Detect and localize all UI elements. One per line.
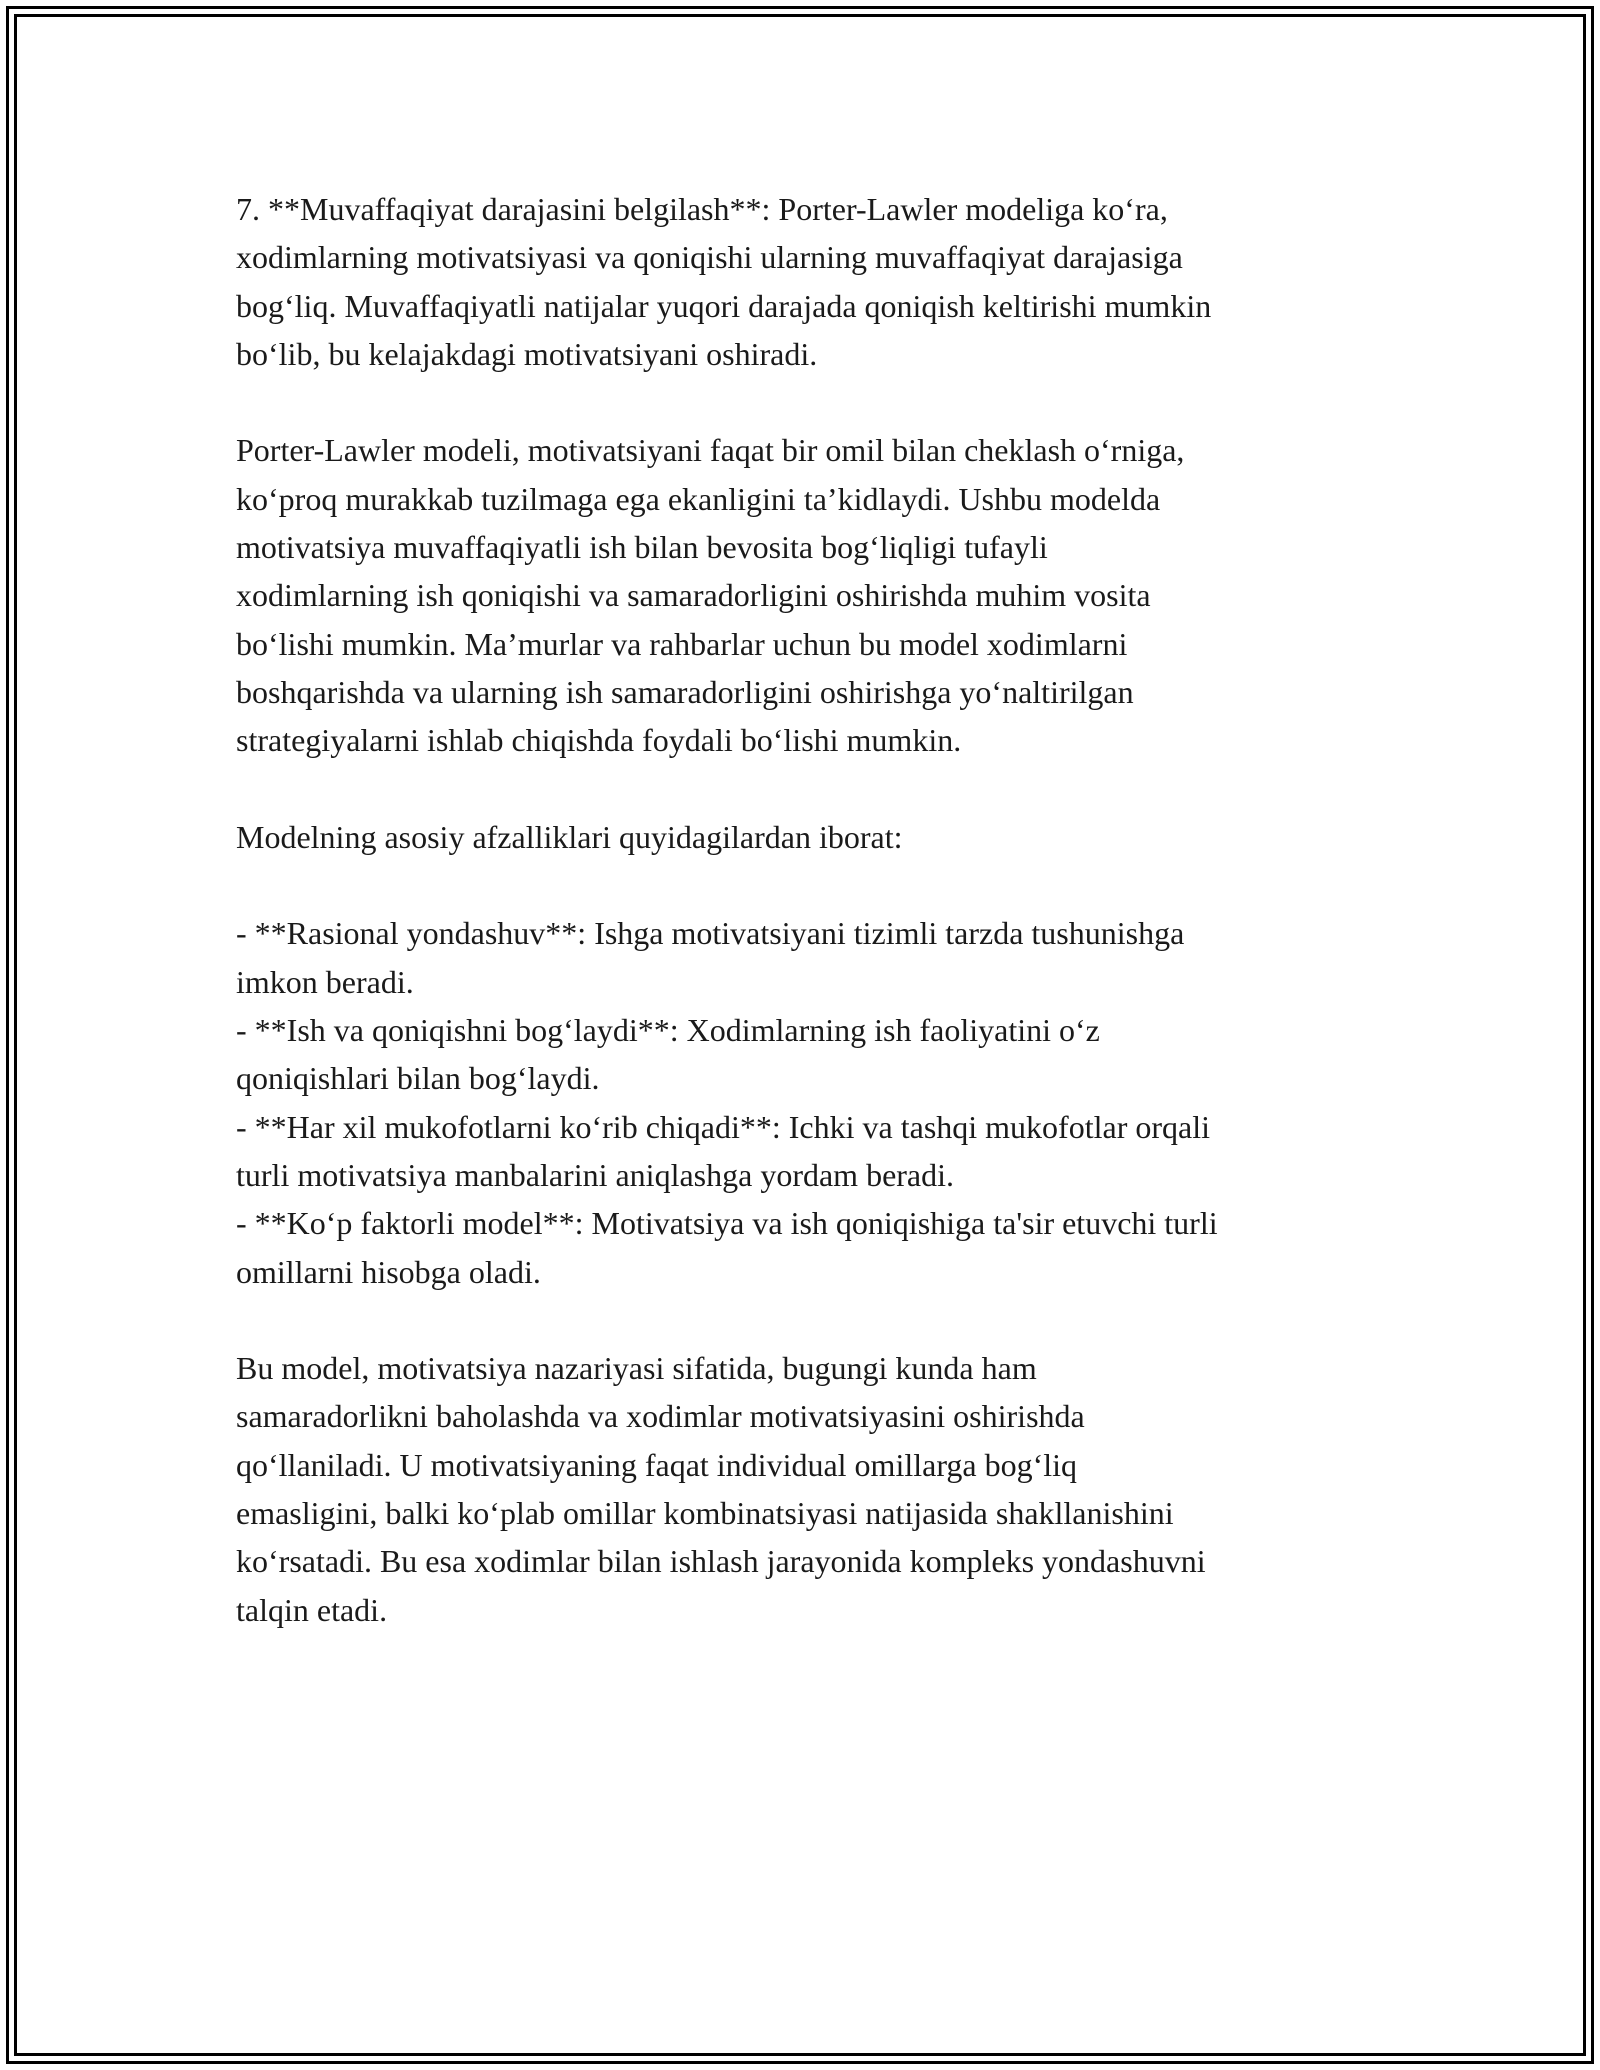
list-item-continuation: omillarni hisobga oladi.	[236, 1253, 541, 1290]
paragraph-gap	[236, 861, 1376, 909]
text-line: Porter-Lawler modeli, motivatsiyani faqat bir omil bilan cheklash oʻrniga,	[236, 432, 1185, 469]
text-line: Bu model, motivatsiya nazariyasi sifatida, bugungi kunda ham	[236, 1350, 1037, 1387]
paragraph-gap	[236, 765, 1376, 813]
text-line: qoʻllaniladi. U motivatsiyaning faqat individual omillarga bogʻliq	[236, 1446, 1078, 1483]
list-item: - **Rasional yondashuv**: Ishga motivatsiyani tizimli tarzda tushunishga	[236, 915, 1185, 952]
paragraph-conclusion	[236, 1344, 1376, 1634]
list-item: - **Koʻp faktorli model**: Motivatsiya va ish qoniqishiga ta'sir etuvchi turli	[236, 1205, 1218, 1242]
text-line: koʻproq murakkab tuzilmaga ega ekanligini ta’kidlaydi. Ushbu modelda	[236, 480, 1161, 517]
text-line: xodimlarning motivatsiyasi va qoniqishi ularning muvaffaqiyat darajasiga	[236, 239, 1183, 276]
text-line: boshqarishda va ularning ish samaradorligini oshirishga yoʻnaltirilgan	[236, 673, 1134, 710]
list-item: - **Har xil mukofotlarni koʻrib chiqadi**: Ichki va tashqi mukofotlar orqali	[236, 1108, 1210, 1145]
list-item-continuation: qoniqishlari bilan bogʻlaydi.	[236, 1060, 600, 1097]
text-line: 7. **Muvaffaqiyat darajasini belgilash**: Porter-Lawler modeliga koʻra,	[236, 191, 1168, 227]
text-line: boʻlishi mumkin. Ma’murlar va rahbarlar uchun bu model xodimlarni	[236, 625, 1128, 662]
text-line: samaradorlikni baholashda va xodimlar motivatsiyasini oshirishda	[236, 1398, 1085, 1435]
list-item: - **Ish va qoniqishni bogʻlaydi**: Xodimlarning ish faoliyatini oʻz	[236, 1012, 1100, 1049]
text-line: xodimlarning ish qoniqishi va samaradorligini oshirishda muhim vosita	[236, 577, 1151, 614]
text-line: boʻlib, bu kelajakdagi motivatsiyani oshiradi.	[236, 335, 818, 372]
paragraph-model-summary	[236, 426, 1376, 764]
paragraph-advantages-intro	[236, 813, 1376, 861]
text-line: strategiyalarni ishlab chiqishda foydali boʻlishi mumkin.	[236, 722, 962, 759]
text-line: koʻrsatadi. Bu esa xodimlar bilan ishlash jarayonida kompleks yondashuvni	[236, 1543, 1206, 1580]
text-line: motivatsiya muvaffaqiyatli ish bilan bevosita bogʻliqligi tufayli	[236, 529, 1048, 566]
text-line: Modelning asosiy afzalliklari quyidagilardan iborat:	[236, 818, 903, 855]
text-line: bogʻliq. Muvaffaqiyatli natijalar yuqori darajada qoniqish keltirishi mumkin	[236, 287, 1212, 324]
paragraph-gap	[236, 1296, 1376, 1344]
list-item-continuation: turli motivatsiya manbalarini aniqlashga yordam beradi.	[236, 1156, 955, 1193]
paragraph-success-level	[236, 185, 1376, 378]
text-line: talqin etadi.	[236, 1591, 388, 1628]
advantages-list	[236, 909, 1376, 1295]
text-line: emasligini, balki koʻplab omillar kombinatsiyasi natijasida shakllanishini	[236, 1495, 1174, 1532]
paragraph-gap	[236, 378, 1376, 426]
list-item-continuation: imkon beradi.	[236, 963, 414, 1000]
document-body	[236, 185, 1376, 1634]
